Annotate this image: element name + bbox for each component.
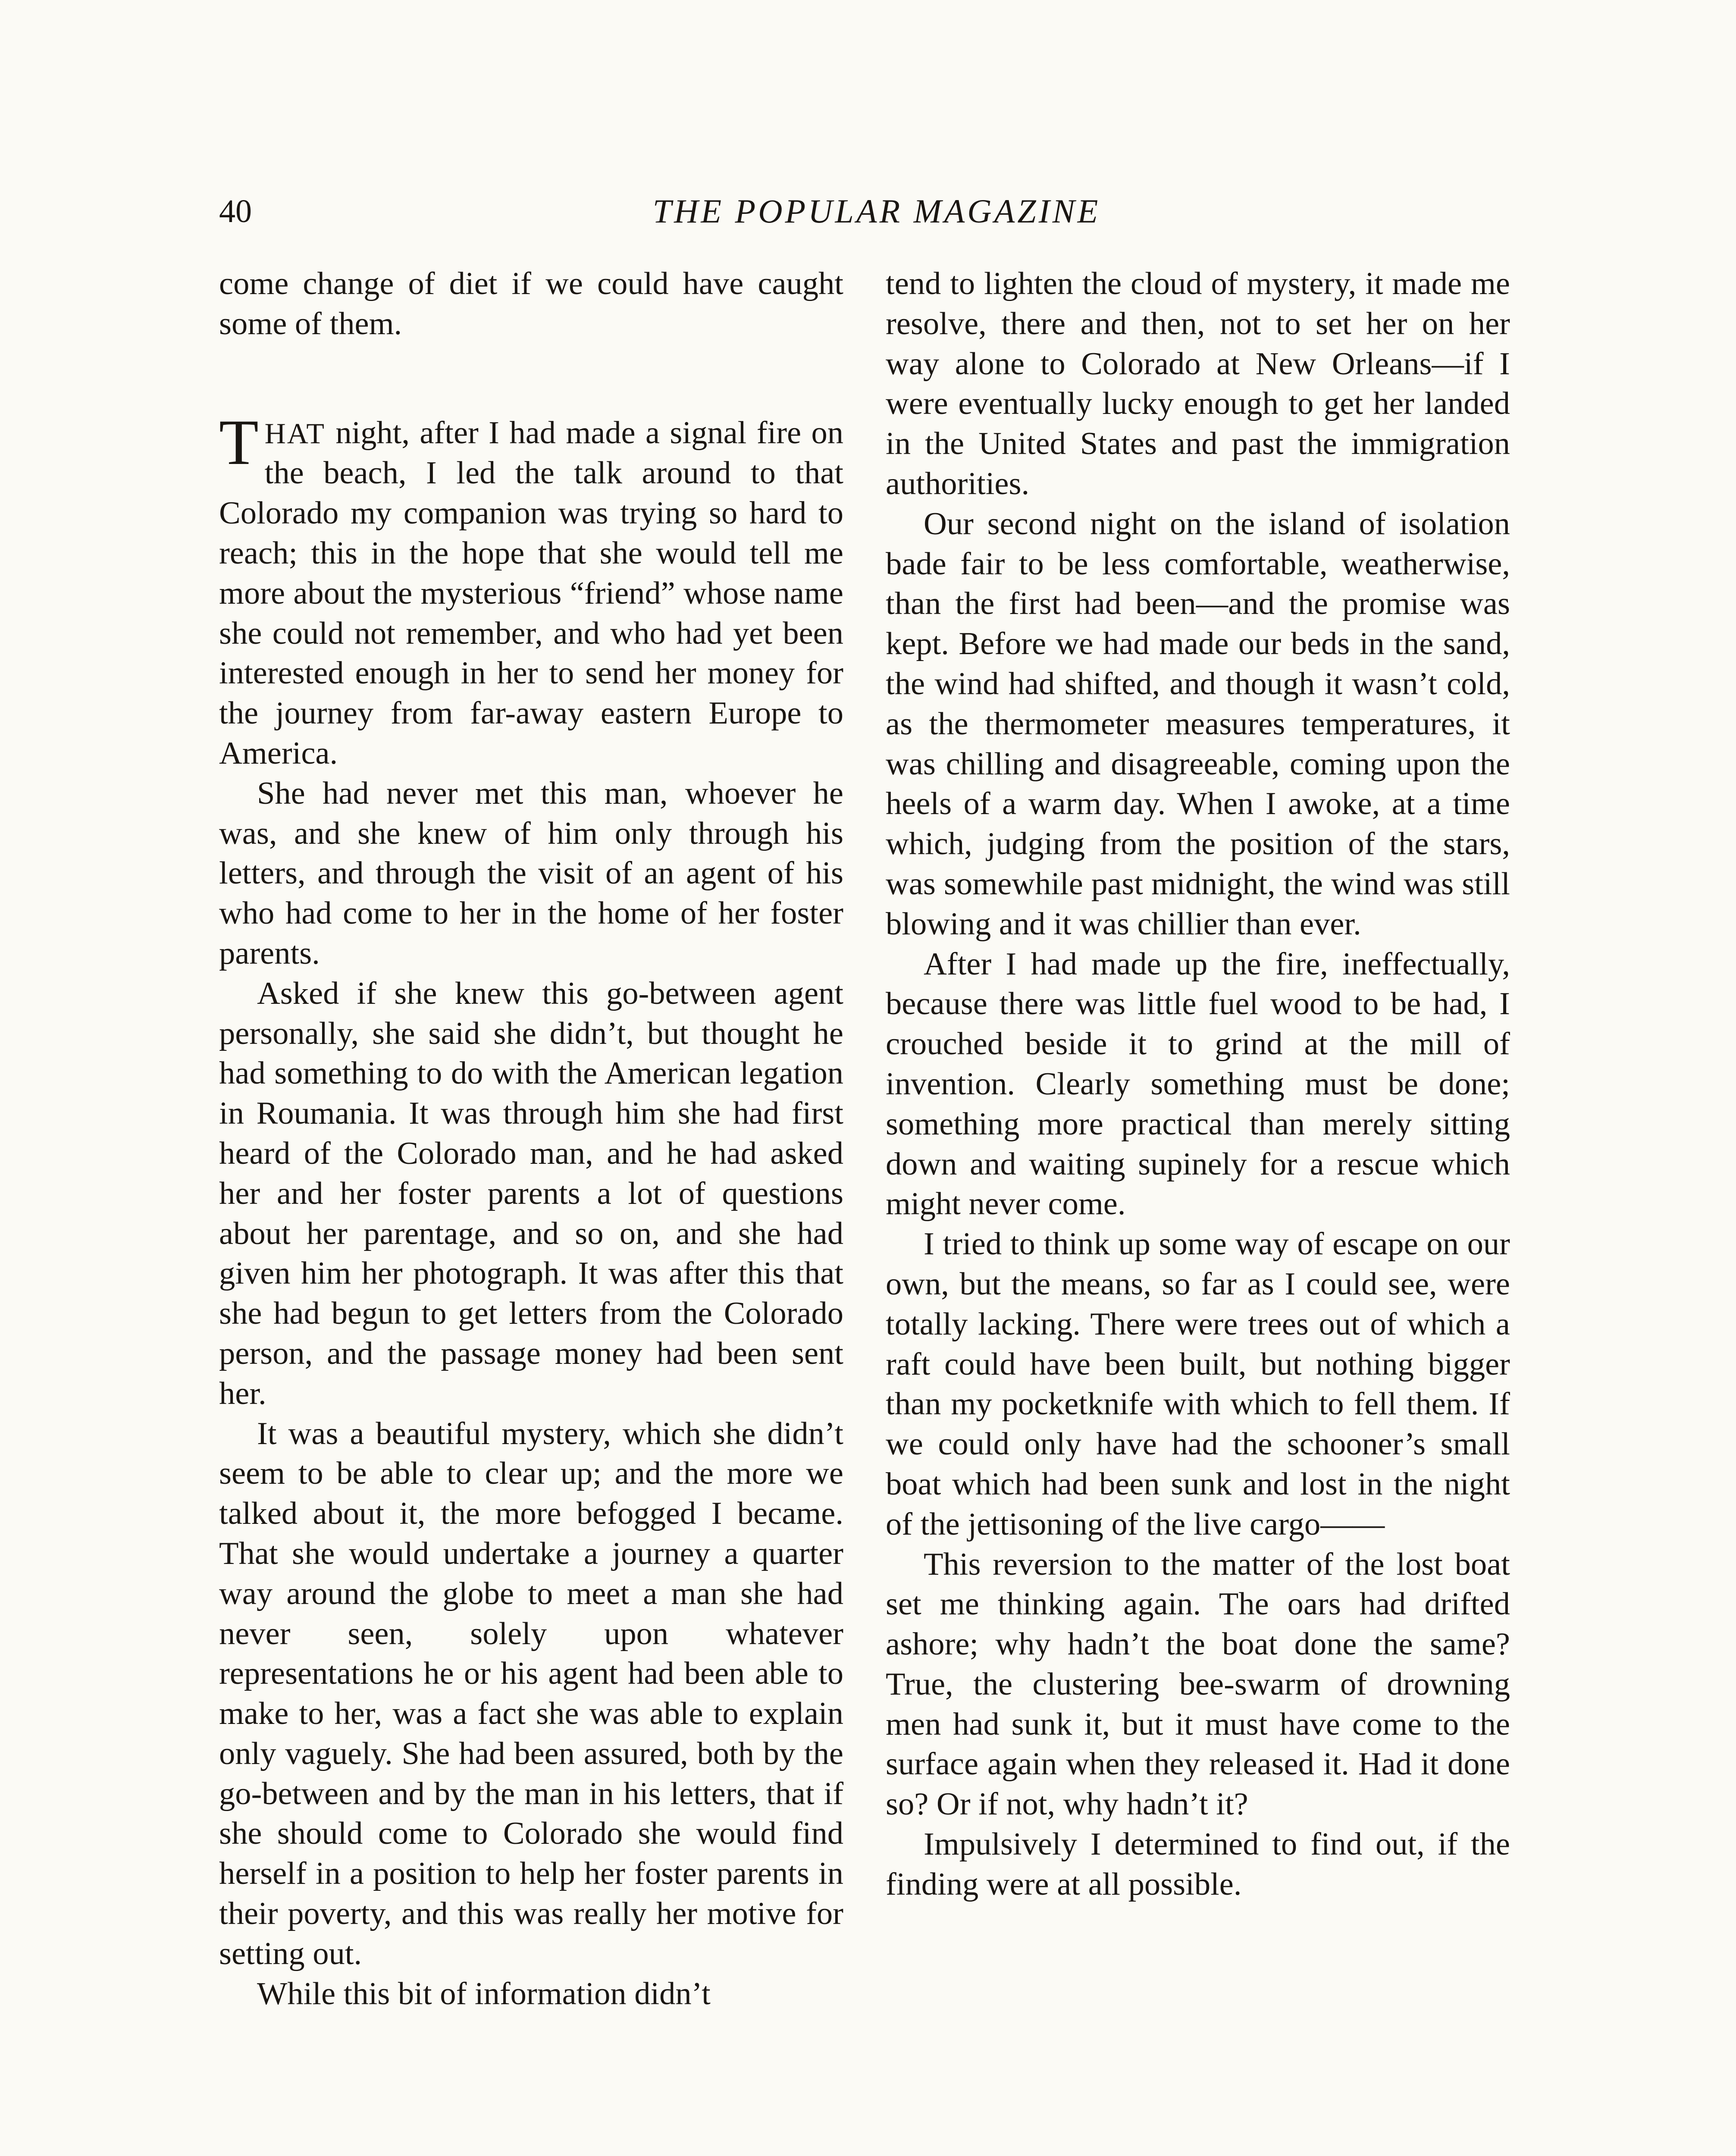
paragraph: While this bit of information didn’t — [257, 1976, 711, 2012]
paragraph: come change of diet if we could have caught some of them. — [219, 266, 843, 342]
paragraph: It was a beautiful mystery, which she didn’t seem to be able to clear up; and the more we talked about it, the more befogged I became. That she would undertake a journey a quarter way around the globe to meet a man she had never seen, solely upon whatever representations he or his agent had been able to make to her, was a fact she was able to explain only vaguely. She had been assured, both by the go-between and by the man in his letters, that if she should come to Colorado she would find herself in a position to help her foster parents in their poverty, and this was really her motive for setting out. — [219, 1416, 843, 1971]
page-number: 40 — [219, 193, 252, 229]
section-opening-paragraph — [219, 406, 843, 774]
smallcaps-lead: HAT — [264, 417, 326, 450]
drop-cap: T — [219, 406, 259, 478]
paragraph-text: night, after I had made a signal fire on the beach, I led the talk around to that Colorado my companion was trying so hard to reach; this in the hope that she would tell me more about the mysterious “friend” whose name she could not remember, and who had yet been interested enough in her to send her money for the journey from far-away eastern Europe to America. — [219, 415, 843, 771]
paragraph: After I had made up the fire, ineffectually, because there was little fuel wood to be had, I crouched beside it to grind at the mill of invention. Clearly something must be done; something more practical than merely sitting down and waiting supinely for a rescue which might never come. — [886, 946, 1510, 1222]
right-column — [886, 264, 1510, 1905]
paragraph: She had never met this man, whoever he was, and she knew of him only through his letters, and through the visit of an agent of his who had come to her in the home of her foster parents. — [219, 775, 843, 971]
paragraph: tend to lighten the cloud of mystery, it made me resolve, there and then, not to set her on her way alone to Colorado at New Orleans—if I were eventually lucky enough to get her landed in the United States and past the immigration authorities. — [886, 266, 1510, 501]
paragraph: I tried to think up some way of escape on our own, but the means, so far as I could see, were totally lacking. There were trees out of which a raft could have been built, but nothing bigger than my pocketknife with which to fell them. If we could only have had the schooner’s small boat which had been sunk and lost in the night of the jettisoning of the live cargo—— — [886, 1226, 1510, 1542]
paragraph: Asked if she knew this go-between agent personally, she said she didn’t, but thought he had something to do with the American legation in Roumania. It was through him she had first heard of the Colorado man, and he had asked her and her foster parents a lot of questions about her parentage, and so on, and she had given him her photograph. It was after this that she had begun to get letters from the Colorado person, and the passage money had been sent her. — [219, 975, 843, 1411]
page-header — [219, 190, 1534, 241]
paragraph: This reversion to the matter of the lost boat set me thinking again. The oars had drifted ashore; why hadn’t the boat done the same? True, the clustering bee-swarm of drowning men had sunk it, but it must have come to the surface again when they released it. Had it done so? Or if not, why hadn’t it? — [886, 1546, 1510, 1822]
running-title: THE POPULAR MAGAZINE — [652, 192, 1101, 230]
paragraph: Impulsively I determined to find out, if the finding were at all possible. — [886, 1827, 1510, 1902]
paragraph: Our second night on the island of isolation bade fair to be less comfortable, weatherwise, than the first had been—and the promise was kept. Before we had made our beds in the sand, the wind had shifted, and though it wasn’t cold, as the thermometer measures temperatures, it was chilling and disagreeable, coming upon the heels of a warm day. When I awoke, at a time which, judging from the position of the stars, was somewhile past midnight, the wind was still blowing and it was chillier than ever. — [886, 506, 1510, 942]
left-column — [219, 264, 843, 2014]
